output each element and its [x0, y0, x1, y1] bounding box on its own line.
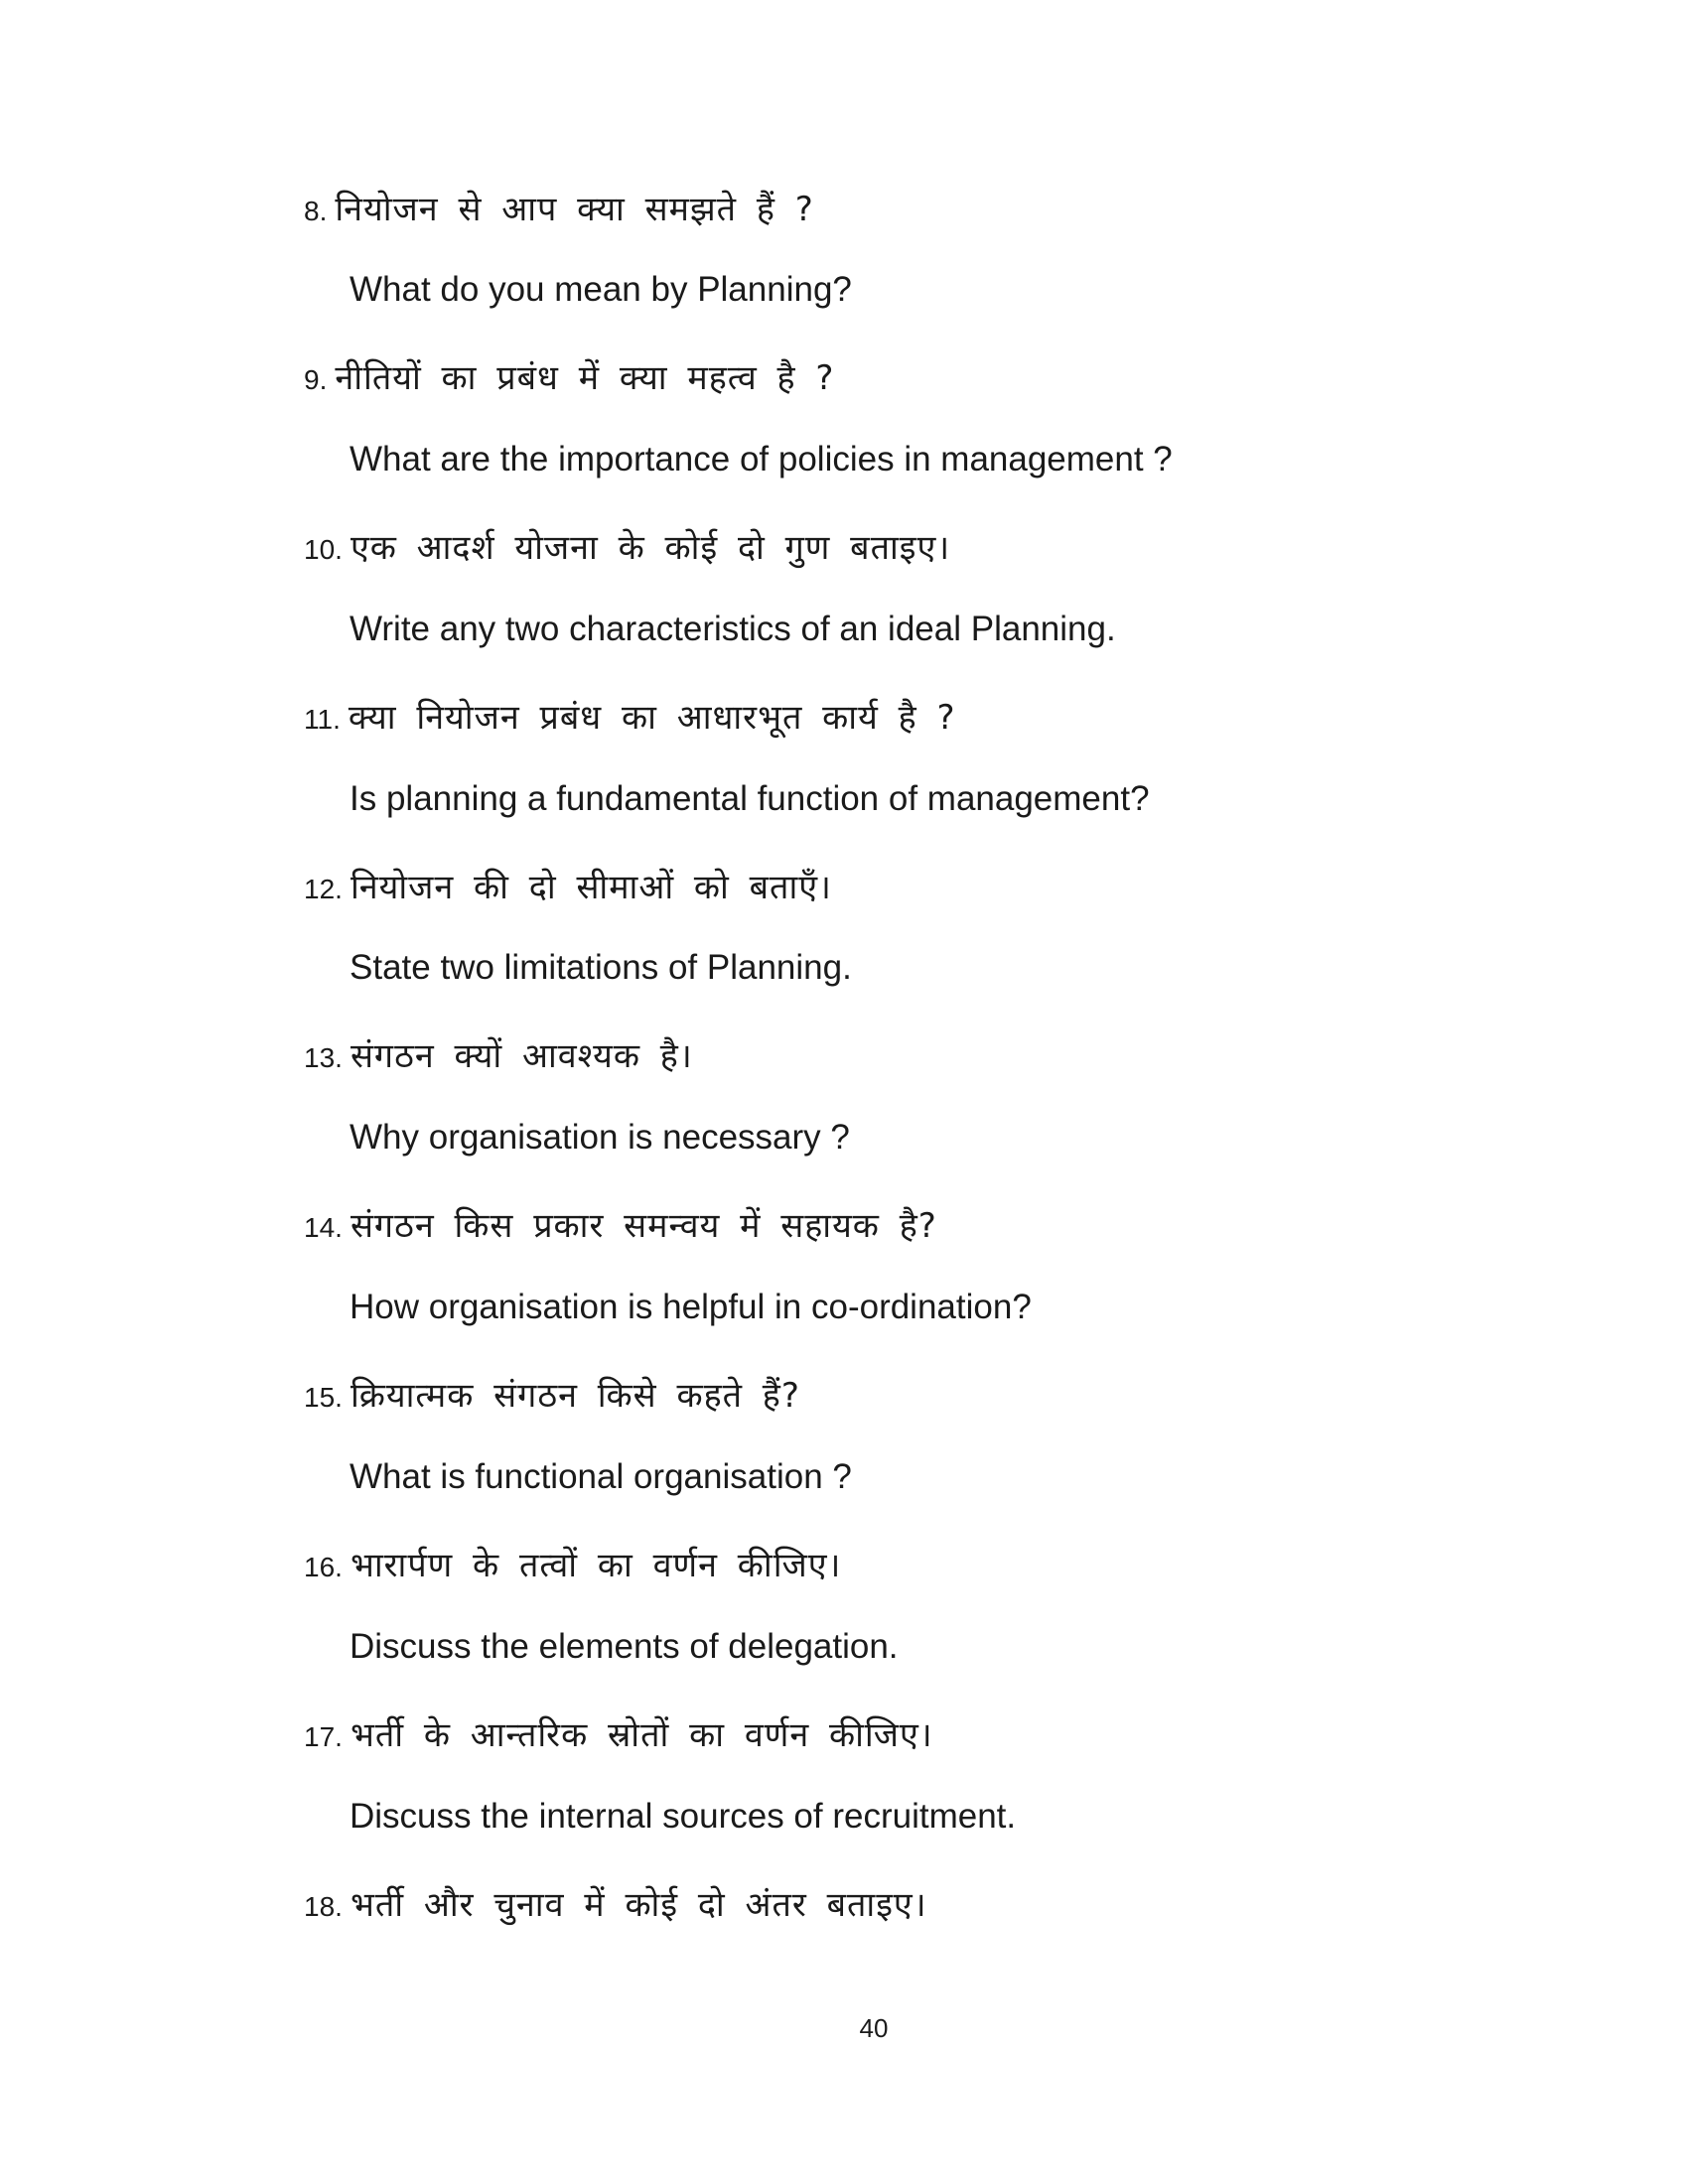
question-hindi-line — [304, 1541, 841, 1590]
question-english-text: How organisation is helpful in co-ordination? — [350, 1288, 1032, 1326]
question-english-text: What is functional organisation ? — [350, 1457, 852, 1496]
page-number: 40 — [859, 2013, 889, 2043]
question-english-text: Why organisation is necessary ? — [350, 1118, 850, 1157]
question-number: 16. — [304, 1552, 343, 1582]
question-hindi-line — [304, 523, 950, 573]
question-hindi-text: क्रियात्मक संगठन किसे कहते हैं? — [350, 1376, 800, 1416]
question-number: 12. — [304, 874, 343, 904]
question-hindi-line — [304, 185, 814, 234]
question-hindi-text: भारार्पण के तत्वों का वर्णन कीजिए। — [350, 1546, 842, 1585]
question-hindi-line — [304, 1880, 927, 1930]
question-hindi-line — [304, 1031, 693, 1081]
question-number: 8. — [304, 196, 328, 226]
question-number: 9. — [304, 364, 328, 395]
question-hindi-line — [304, 1201, 937, 1251]
question-hindi-text: संगठन किस प्रकार समन्वय में सहायक है? — [350, 1206, 937, 1246]
question-hindi-text: क्या नियोजन प्रबंध का आधारभूत कार्य है ? — [348, 698, 956, 738]
question-number: 13. — [304, 1042, 343, 1073]
question-hindi-text: नियोजन से आप क्या समझते हैं ? — [335, 190, 814, 229]
question-hindi-line — [304, 693, 956, 743]
question-english-text: What do you mean by Planning? — [350, 270, 852, 309]
question-hindi-text: एक आदर्श योजना के कोई दो गुण बताइए। — [350, 528, 951, 568]
question-english-text: State two limitations of Planning. — [350, 948, 852, 987]
question-english-text: Discuss the elements of delegation. — [350, 1627, 899, 1666]
question-number: 10. — [304, 534, 343, 565]
question-hindi-text: नीतियों का प्रबंध में क्या महत्व है ? — [335, 358, 835, 398]
question-hindi-text: नियोजन की दो सीमाओं को बताएँ। — [350, 868, 832, 907]
question-english-text: Write any two characteristics of an ideal Planning. — [350, 610, 1116, 648]
question-number: 14. — [304, 1212, 343, 1243]
question-hindi-line — [304, 863, 832, 912]
question-english-text: What are the importance of policies in management ? — [350, 440, 1173, 478]
question-hindi-line — [304, 1710, 933, 1760]
question-hindi-line — [304, 1371, 800, 1421]
question-hindi-text: भर्ती और चुनाव में कोई दो अंतर बताइए। — [350, 1885, 927, 1925]
question-number: 11. — [304, 704, 341, 735]
question-hindi-text: भर्ती के आन्तरिक स्रोतों का वर्णन कीजिए। — [350, 1715, 933, 1755]
question-number: 17. — [304, 1721, 343, 1752]
question-number: 18. — [304, 1891, 343, 1922]
question-number: 15. — [304, 1382, 343, 1413]
question-hindi-text: संगठन क्यों आवश्यक है। — [350, 1036, 693, 1076]
question-hindi-line — [304, 353, 834, 403]
question-english-text: Is planning a fundamental function of management? — [350, 779, 1150, 818]
question-english-text: Discuss the internal sources of recruitment. — [350, 1797, 1017, 1836]
